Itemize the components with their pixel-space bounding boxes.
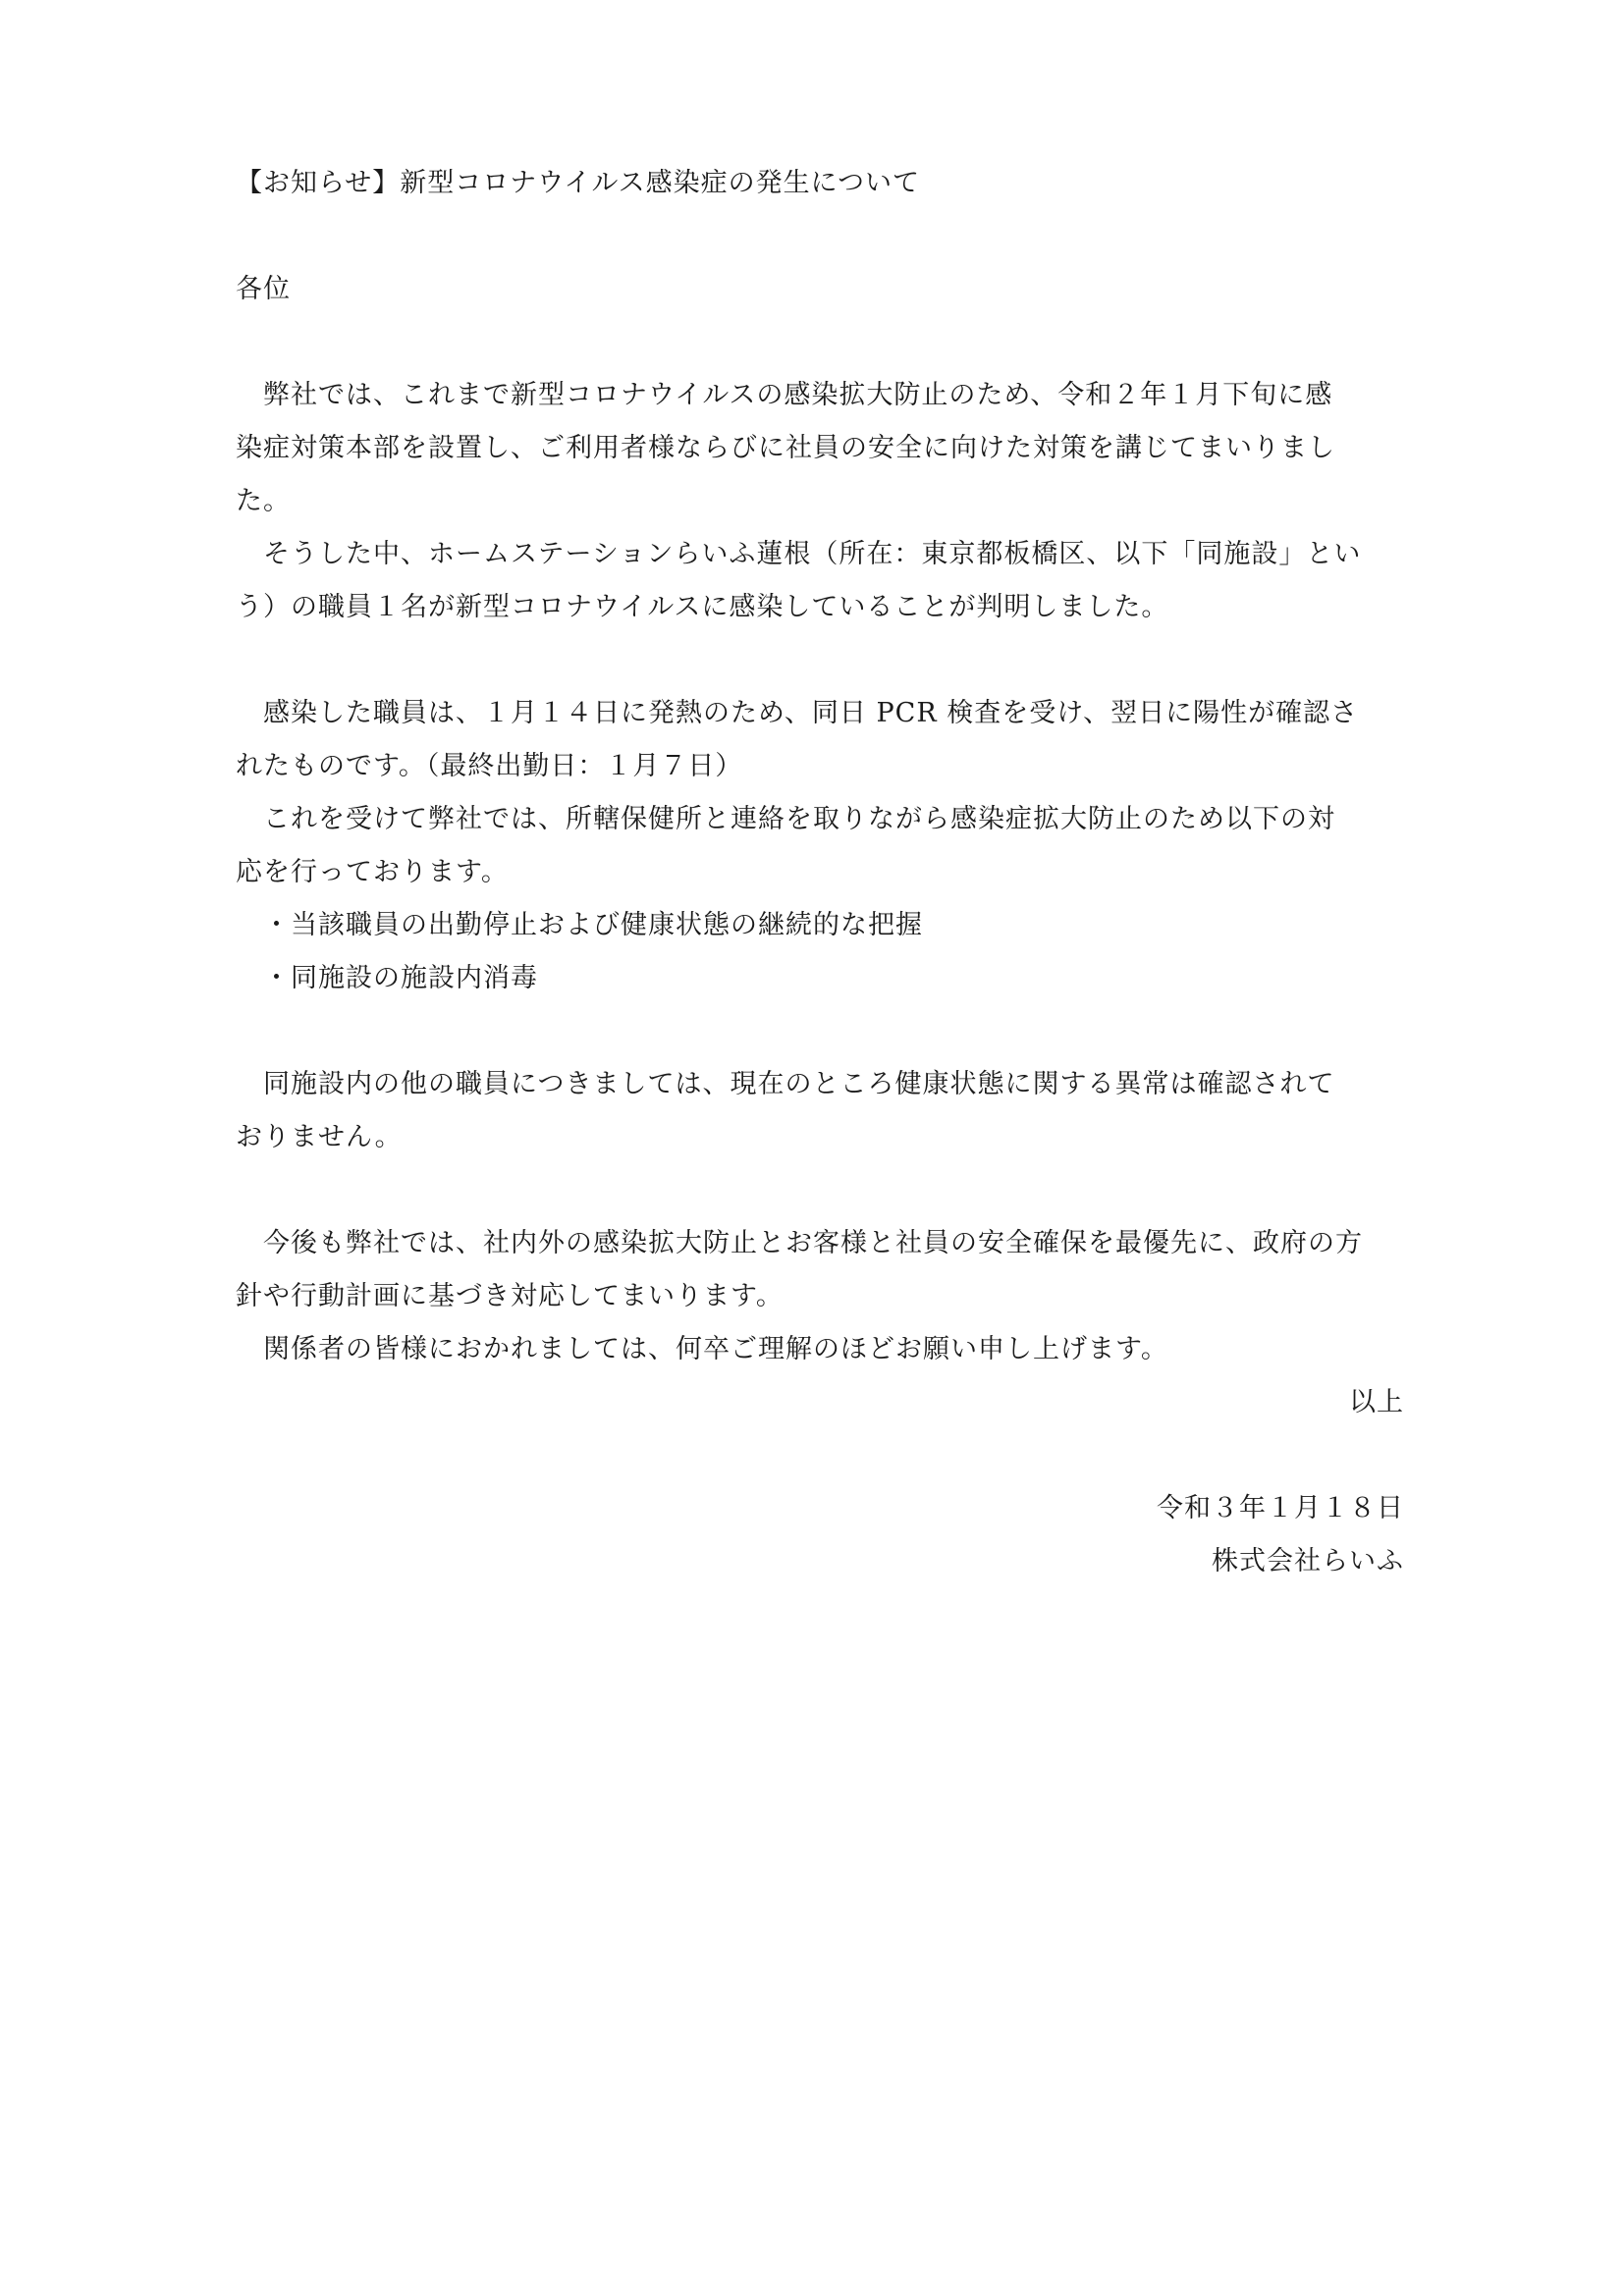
paragraph-discovery <box>236 528 1404 634</box>
spacer <box>236 634 1404 687</box>
paragraph-line: う）の職員１名が新型コロナウイルスに感染していることが判明しました。 <box>236 592 1169 622</box>
paragraph-line: れたものです。（最終出勤日：１月７日） <box>236 751 743 781</box>
paragraph-line: 関係者の皆様におかれましては、何卒ご理解のほどお願い申し上げます。 <box>263 1334 1168 1364</box>
company-name: 株式会社らいふ <box>1212 1546 1404 1576</box>
paragraph-line: 同施設内の他の職員につきましては、現在のところ健康状態に関する異常は確認されて <box>263 1069 1335 1099</box>
salutation: 各位 <box>236 274 291 304</box>
paragraph-other-staff <box>236 1058 1404 1164</box>
paragraph-future-policy <box>236 1217 1404 1323</box>
paragraph-line: た。 <box>236 486 291 516</box>
document-title: 【お知らせ】新型コロナウイルス感染症の発生について <box>236 168 921 198</box>
paragraph-background <box>236 369 1404 528</box>
paragraph-line: おりません。 <box>236 1122 403 1152</box>
list-item: ・当該職員の出勤停止および健康状態の継続的な把握 <box>263 910 923 940</box>
paragraph-line: そうした中、ホームステーションらいふ蓮根（所在：東京都板橋区、以下「同施設」とい <box>263 539 1362 569</box>
spacer <box>236 316 1404 369</box>
paragraph-request <box>236 1323 1404 1376</box>
spacer <box>236 1164 1404 1217</box>
closing-mark: 以上 <box>1349 1387 1404 1417</box>
spacer <box>236 1005 1404 1058</box>
paragraph-line: 染症対策本部を設置し、ご利用者様ならびに社員の安全に向けた対策を講じてまいりまし <box>236 433 1335 463</box>
paragraph-line: 弊社では、これまで新型コロナウイルスの感染拡大防止のため、令和２年１月下旬に感 <box>263 380 1333 410</box>
measures-list <box>236 899 1404 1005</box>
paragraph-line: 感染した職員は、１月１４日に発熱のため、同日 PCR 検査を受け、翌日に陽性が確認さ <box>263 698 1359 728</box>
paragraph-line: 応を行っております。 <box>236 857 509 887</box>
spacer <box>236 210 1404 263</box>
paragraph-response <box>236 793 1404 899</box>
paragraph-line: これを受けて弊社では、所轄保健所と連絡を取りながら感染症拡大防止のため以下の対 <box>263 804 1335 834</box>
paragraph-infection-details <box>236 687 1404 793</box>
issue-date: 令和３年１月１８日 <box>1157 1493 1404 1523</box>
notice-document <box>236 157 1404 1588</box>
list-item: ・同施設の施設内消毒 <box>263 963 538 993</box>
spacer <box>236 1429 1404 1482</box>
paragraph-line: 針や行動計画に基づき対応してまいります。 <box>236 1281 784 1311</box>
paragraph-line: 今後も弊社では、社内外の感染拡大防止とお客様と社員の安全確保を最優先に、政府の方 <box>263 1228 1363 1258</box>
